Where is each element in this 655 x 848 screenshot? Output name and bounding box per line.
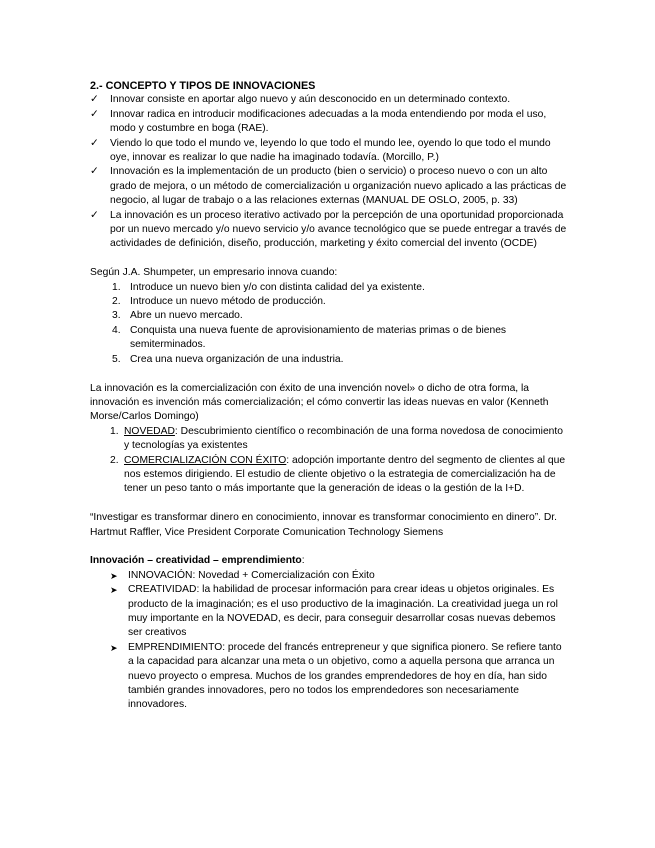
shumpeter-list <box>90 281 568 367</box>
definitions-list <box>90 93 568 251</box>
arrow-bullet-icon: ➤ <box>110 570 118 581</box>
definition-item: ✓ Innovar radica en introducir modificaciones adecuadas a la moda entendiendo por moda el uso, modo y costumbre en boga (RAE). <box>90 108 547 135</box>
list-item: 4. Conquista una nueva fuente de aprovisionamiento de materias primas o de bienes semiterminados. <box>112 324 507 351</box>
triad-heading: Innovación – creatividad – emprendimiento: <box>90 555 305 567</box>
list-item: ➤ INNOVACIÓN: Novedad + Comercialización con Éxito <box>90 569 568 583</box>
definition-item: ✓ Innovación es la implementación de un producto (bien o servicio) o proceso nuevo o con un alto grado de mejora, o un método de comercialización u organización nuevo aplicado a las prácticas de negocio, al lugar de trabajo o a las relaciones externas (MANUAL DE OSLO, 2005, p. 33) <box>90 166 567 207</box>
list-item: 2. COMERCIALIZACIÓN CON ÉXITO: adopción importante dentro del segmento de clientes al que nos estemos dirigiendo. El estudio de cliente objetivo o la estrategia de comercialización ha de tener un peso tanto o más importante que la generación de ideas o la gestión de la I+D. <box>110 454 566 495</box>
definition-item: ✓ Innovar consiste en aportar algo nuevo y aún desconocido en un determinado contexto. <box>90 93 568 107</box>
list-item: ➤ EMPRENDIMIENTO: procede del francés entrepreneur y que significa pionero. Se refiere tanto a la capacidad para alcanzar una meta o un objetivo, como a aquella persona que arranca un nuevo proyecto o empresa. Muchos de los grandes emprendedores de hoy en día, han sido también grandes innovadores, pero no todos los emprendedores son necesariamente innovadores. <box>110 641 562 711</box>
raffler-quote: “Investigar es transformar dinero en conocimiento, innovar es transformar conocimiento en dinero”. Dr. Hartmut Raffler, Vice President Corporate Comunication Technology Siemens <box>90 512 558 538</box>
term-novedad: NOVEDAD <box>124 425 175 437</box>
section-heading: 2.- CONCEPTO Y TIPOS DE INNOVACIONES <box>90 80 316 92</box>
definition-item: ✓ Viendo lo que todo el mundo ve, leyendo lo que todo el mundo lee, oyendo lo que todo el mundo oye, innovar es realizar lo que nadie ha imaginado todavía. (Morcillo, P.) <box>90 137 551 164</box>
check-mark-icon: ✓ <box>90 108 99 120</box>
list-item: 3. Abre un nuevo mercado. <box>112 310 243 322</box>
check-mark-icon: ✓ <box>90 166 99 178</box>
shumpeter-intro: Según J.A. Shumpeter, un empresario innova cuando: <box>90 267 338 279</box>
morse-list <box>90 425 568 497</box>
list-item: 1. Introduce un nuevo bien y/o con distinta calidad del ya existente. <box>112 281 425 293</box>
check-mark-icon: ✓ <box>90 209 99 221</box>
list-item: 1. NOVEDAD: Descubrimiento científico o recombinación de una forma novedosa de conocimiento y tecnologías ya existentes <box>110 425 563 452</box>
arrow-bullet-icon: ➤ <box>110 585 118 596</box>
definition-item: ✓ La innovación es un proceso iterativo activado por la percepción de una oportunidad proporcionada por un nuevo mercado y/o nuevo servicio y/o avance tecnológico que se puede entregar a través de actividades de definición, diseño, producción, marketing y éxito comercial del invento (OCDE) <box>90 209 567 250</box>
check-mark-icon: ✓ <box>90 137 99 149</box>
morse-intro: La innovación es la comercialización con éxito de una invención novel» o dicho de otra forma, la innovación es invención más comercialización; el cómo convertir las ideas nuevas en valor (Kenneth Morse/Carlos Domingo) <box>90 382 549 423</box>
arrow-bullet-icon: ➤ <box>110 642 118 653</box>
list-item: ➤ CREATIVIDAD: la habilidad de procesar información para crear ideas u objetos originales. Es producto de la imaginación; es el uso productivo de la imaginación. La creatividad juega un rol muy importante en la NOVEDAD, es decir, para conseguir desarrollar cosas nuevas debemos ser creativos <box>110 584 558 639</box>
document-page <box>90 79 568 713</box>
list-item: 2. Introduce un nuevo método de producción. <box>112 296 326 308</box>
term-comercializacion: COMERCIALIZACIÓN CON ÉXITO <box>124 454 287 466</box>
list-item: 5. Crea una nueva organización de una industria. <box>112 353 344 365</box>
check-mark-icon: ✓ <box>90 94 99 106</box>
triad-list <box>90 569 568 713</box>
